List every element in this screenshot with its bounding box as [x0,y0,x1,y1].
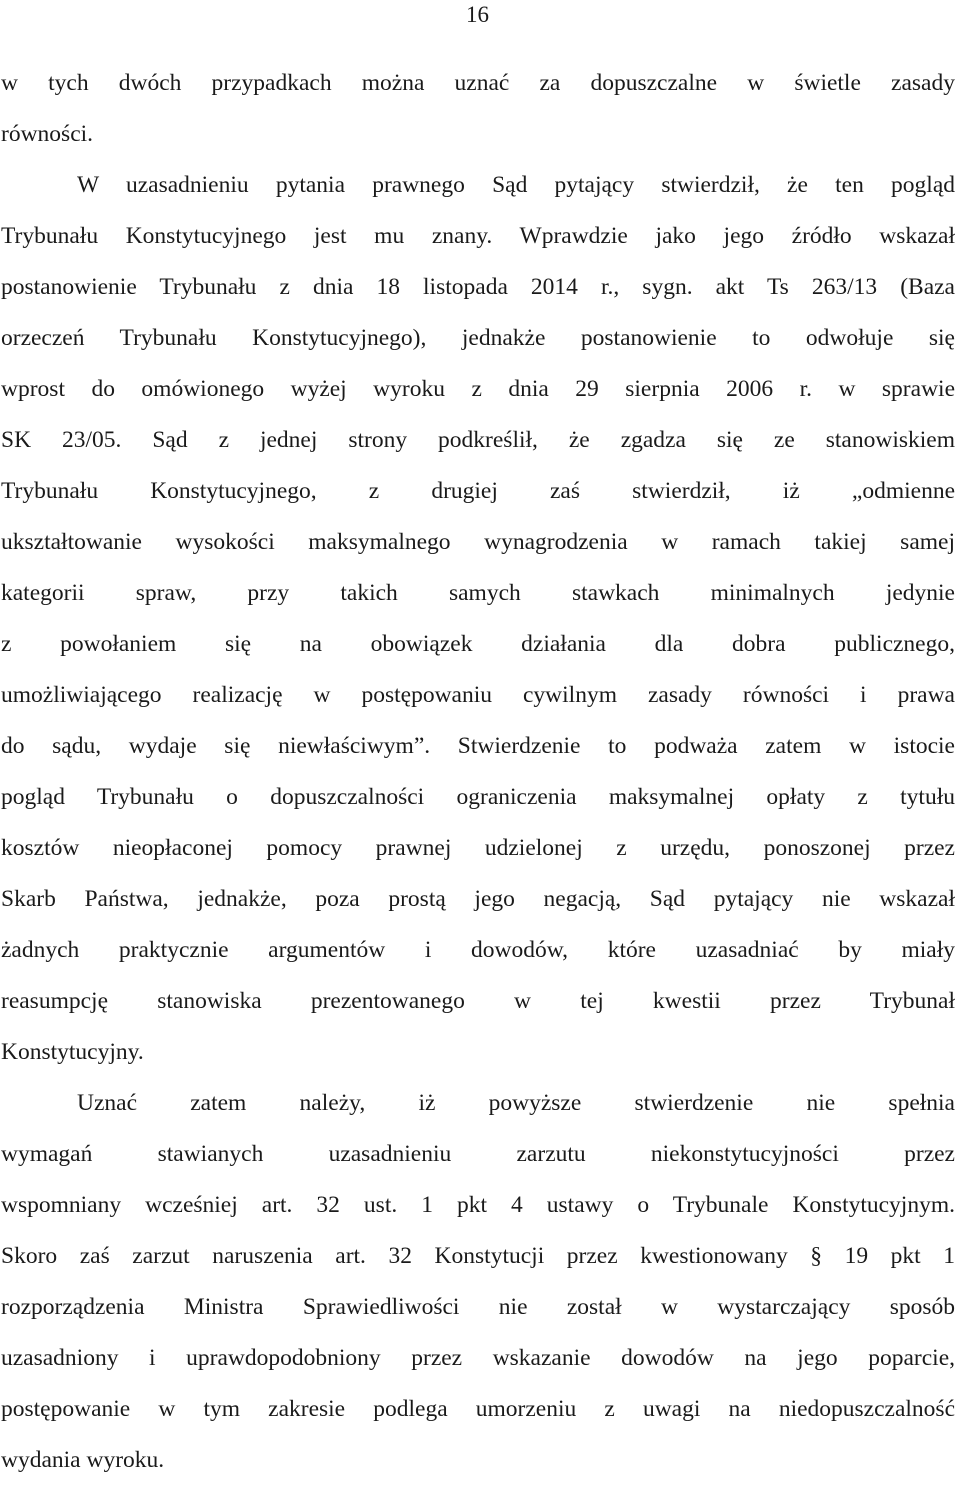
text-line: w tych dwóch przypadkach można uznać za dopuszczalne w świetle zasady [1,70,955,96]
text-line: Uznać zatem należy, iż powyższe stwierdzenie nie spełnia [77,1090,955,1116]
text-line: orzeczeń Trybunału Konstytucyjnego), jednakże postanowienie to odwołuje się [1,325,955,351]
text-line: żadnych praktycznie argumentów i dowodów, które uzasadniać by miały [1,937,955,963]
text-line: pogląd Trybunału o dopuszczalności ograniczenia maksymalnej opłaty z tytułu [1,784,955,810]
text-line: wprost do omówionego wyżej wyroku z dnia 29 sierpnia 2006 r. w sprawie [1,376,955,402]
text-line: Trybunału Konstytucyjnego, z drugiej zaś stwierdził, iż „odmienne [1,478,955,504]
text-line: reasumpcję stanowiska prezentowanego w tej kwestii przez Trybunał [1,988,955,1014]
text-line: SK 23/05. Sąd z jednej strony podkreślił, że zgadza się ze stanowiskiem [1,427,955,453]
text-line: rozporządzenia Ministra Sprawiedliwości nie został w wystarczający sposób [1,1294,955,1320]
text-line: ukształtowanie wysokości maksymalnego wynagrodzenia w ramach takiej samej [1,529,955,555]
text-line: Skarb Państwa, jednakże, poza prostą jego negacją, Sąd pytający nie wskazał [1,886,955,912]
text-line: postępowanie w tym zakresie podlega umorzeniu z uwagi na niedopuszczalność [1,1396,955,1422]
text-line: wspomniany wcześniej art. 32 ust. 1 pkt 4 ustawy o Trybunale Konstytucyjnym. [1,1192,955,1218]
text-line: umożliwiającego realizację w postępowaniu cywilnym zasady równości i prawa [1,682,955,708]
text-line: uzasadniony i uprawdopodobniony przez wskazanie dowodów na jego poparcie, [1,1345,955,1371]
text-line: W uzasadnieniu pytania prawnego Sąd pytający stwierdził, że ten pogląd [77,172,955,198]
text-line: kosztów nieopłaconej pomocy prawnej udzielonej z urzędu, ponoszonej przez [1,835,955,861]
text-line: z powołaniem się na obowiązek działania dla dobra publicznego, [1,631,955,657]
text-line: równości. [1,121,94,147]
text-line: do sądu, wydaje się niewłaściwym”. Stwierdzenie to podważa zatem w istocie [1,733,955,759]
text-line: Trybunału Konstytucyjnego jest mu znany. Wprawdzie jako jego źródło wskazał [1,223,955,249]
text-line: postanowienie Trybunału z dnia 18 listopada 2014 r., sygn. akt Ts 263/13 (Baza [1,274,955,300]
text-line: kategorii spraw, przy takich samych stawkach minimalnych jedynie [1,580,955,606]
text-line: wydania wyroku. [1,1447,165,1473]
page-number: 16 [466,2,489,27]
text-line: Skoro zaś zarzut naruszenia art. 32 Konstytucji przez kwestionowany § 19 pkt 1 [1,1243,955,1269]
body-text [1,58,955,1486]
text-line: Konstytucyjny. [1,1039,144,1065]
text-line: wymagań stawianych uzasadnieniu zarzutu niekonstytucyjności przez [1,1141,955,1167]
